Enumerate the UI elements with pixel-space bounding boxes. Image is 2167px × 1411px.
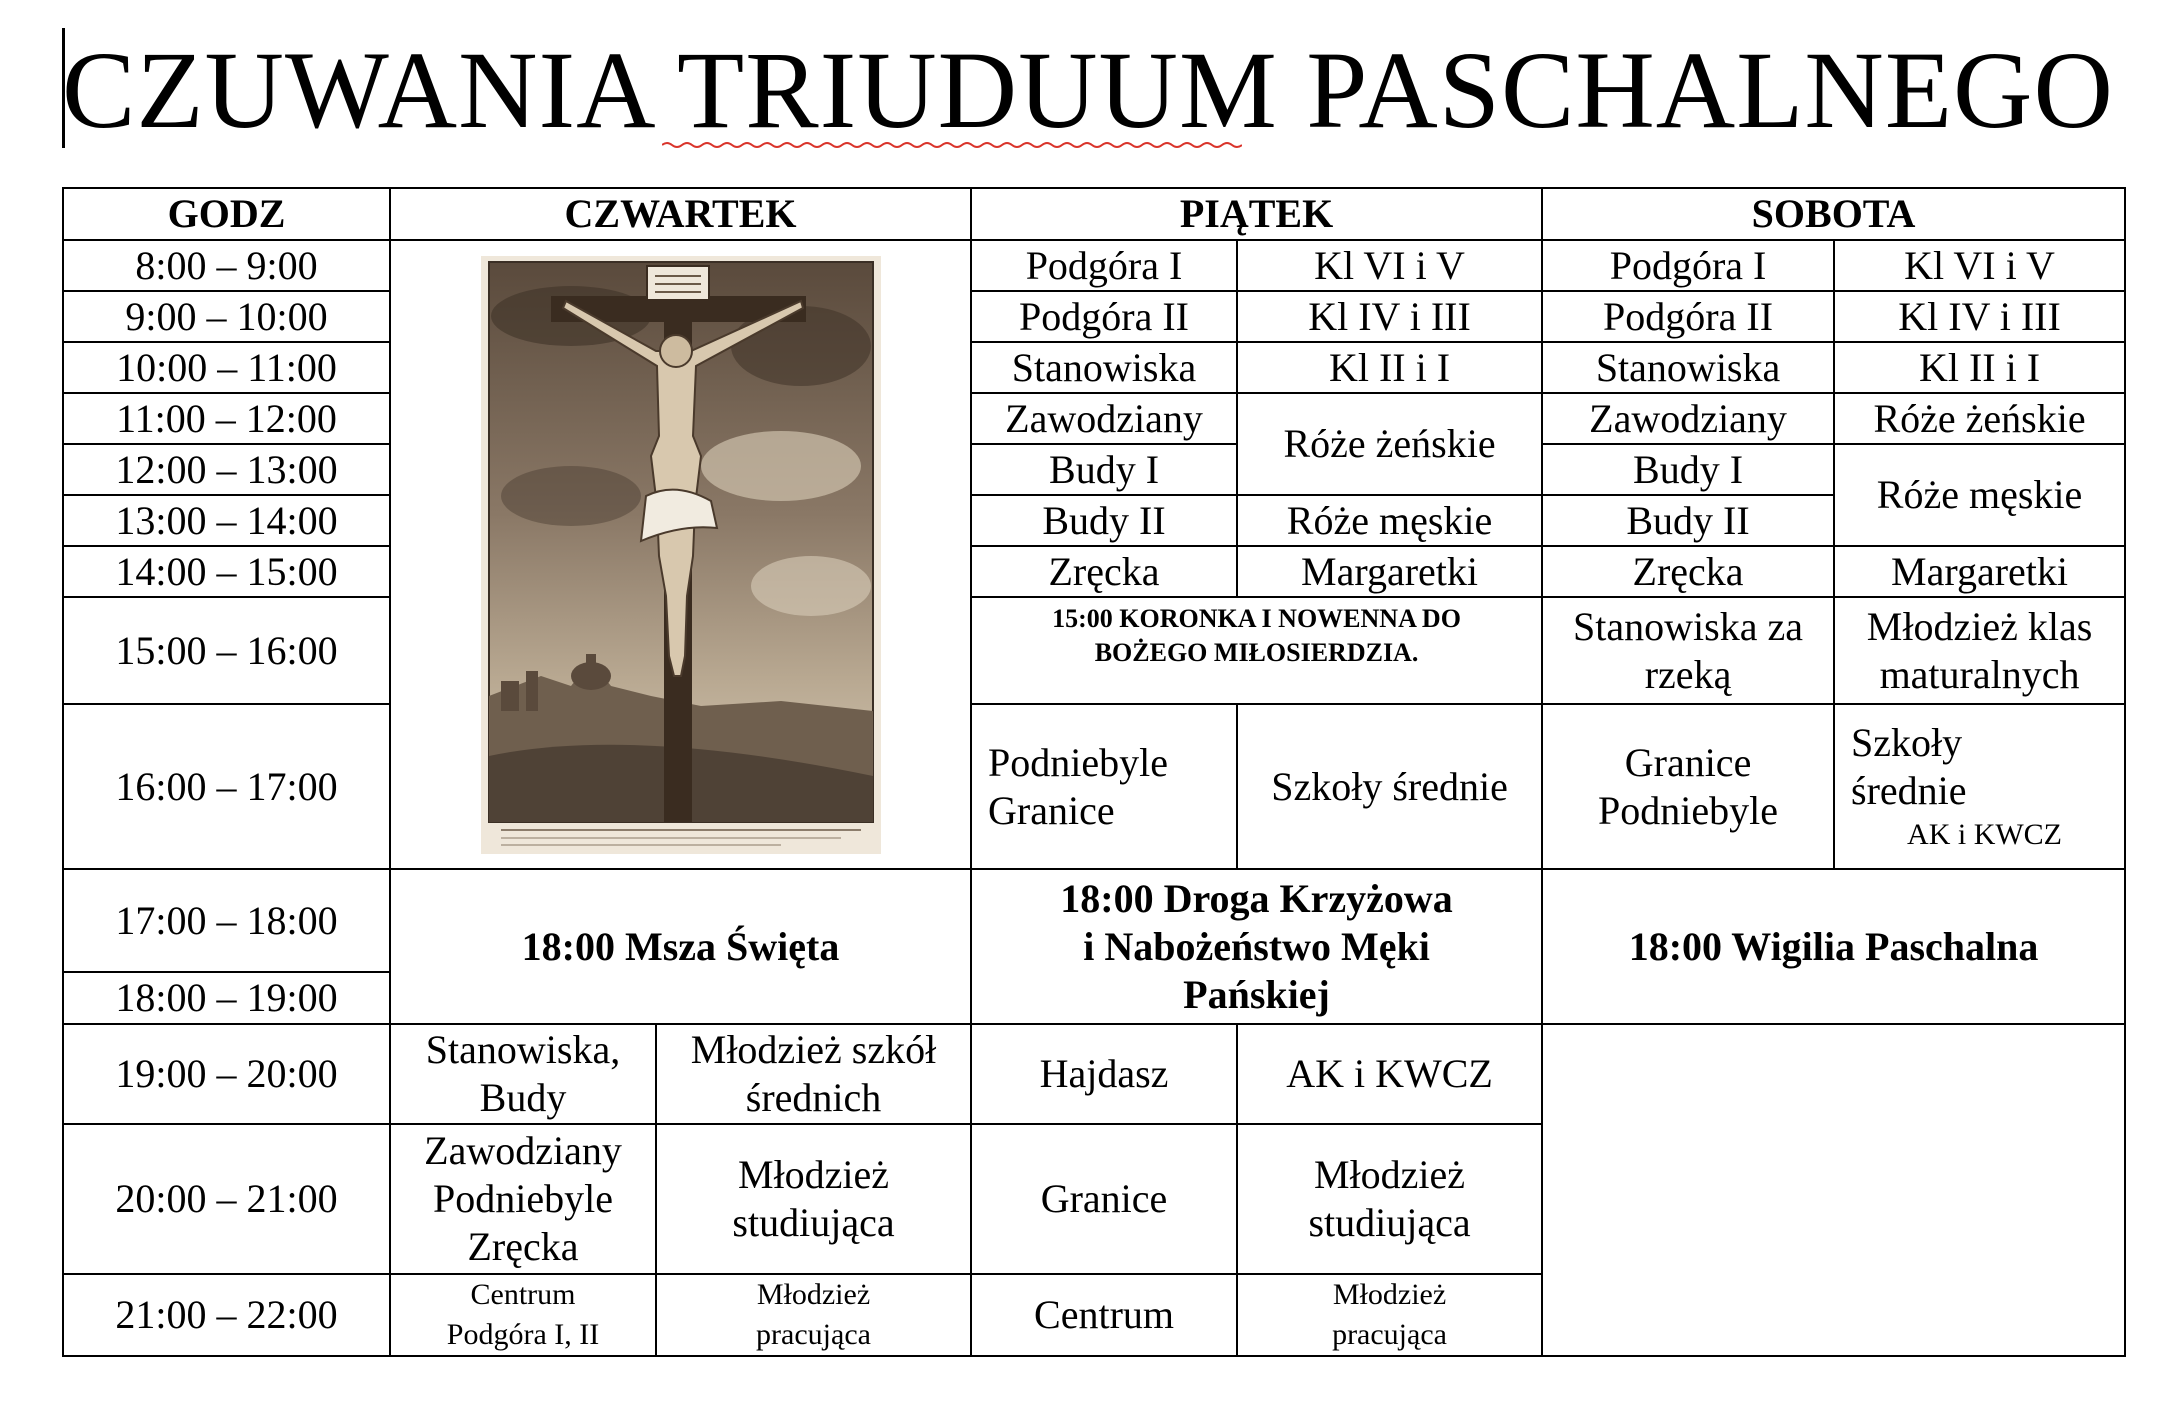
header-piatek[interactable]: PIĄTEK xyxy=(971,188,1542,240)
cell-line: 18:00 Droga Krzyżowa xyxy=(1060,875,1453,921)
czwartek-cell[interactable] xyxy=(656,1124,971,1274)
czwartek-image-cell[interactable] xyxy=(390,240,971,869)
piatek-cell[interactable]: Podgóra II xyxy=(971,291,1237,342)
cell-line: Stanowiska za xyxy=(1573,603,1803,649)
table-row xyxy=(63,869,2125,971)
cell-line: Zawodziany xyxy=(424,1127,622,1173)
msza-event-cell[interactable]: 18:00 Msza Święta xyxy=(390,869,971,1023)
cell-line: Podniebyle xyxy=(988,739,1168,785)
hour-cell[interactable]: 20:00 – 21:00 xyxy=(63,1124,390,1274)
sobota-cell[interactable] xyxy=(1834,704,2125,869)
cell-line: Budy xyxy=(479,1074,567,1120)
sobota-cell[interactable]: Róże męskie xyxy=(1834,444,2125,546)
cell-line: Młodzież xyxy=(756,1277,871,1311)
sobota-cell[interactable]: Budy I xyxy=(1542,444,1834,495)
cell-line: pracująca xyxy=(1332,1317,1447,1351)
cell-line: maturalnych xyxy=(1879,651,2080,697)
hour-cell[interactable]: 16:00 – 17:00 xyxy=(63,704,390,869)
cell-line: Zręcka xyxy=(467,1223,579,1269)
sobota-cell[interactable]: Kl VI i V xyxy=(1834,240,2125,291)
sobota-cell[interactable]: Kl IV i III xyxy=(1834,291,2125,342)
czwartek-cell[interactable] xyxy=(656,1274,971,1356)
sobota-cell[interactable]: Stanowiska xyxy=(1542,342,1834,393)
piatek-cell[interactable]: Podgóra I xyxy=(971,240,1237,291)
schedule-table xyxy=(62,187,2126,1357)
piatek-cell[interactable]: Budy II xyxy=(971,495,1237,546)
czwartek-cell[interactable] xyxy=(390,1024,656,1124)
cell-line: Centrum xyxy=(470,1277,576,1311)
table-row xyxy=(63,240,2125,291)
sobota-cell[interactable]: Budy II xyxy=(1542,495,1834,546)
cell-line: Młodzież klas xyxy=(1866,603,2093,649)
czwartek-cell[interactable] xyxy=(656,1024,971,1124)
hour-cell[interactable]: 8:00 – 9:00 xyxy=(63,240,390,291)
piatek-cell[interactable]: AK i KWCZ xyxy=(1237,1024,1542,1124)
cell-line: studiująca xyxy=(732,1199,895,1245)
cell-line: Młodzież xyxy=(737,1151,890,1197)
wigilia-event-cell[interactable]: 18:00 Wigilia Paschalna xyxy=(1542,869,2125,1023)
piatek-cell[interactable]: Róże żeńskie xyxy=(1237,393,1542,495)
cell-line: AK i KWCZ xyxy=(1907,817,2063,851)
hour-cell[interactable]: 10:00 – 11:00 xyxy=(63,342,390,393)
crucifixion-engraving-image xyxy=(481,256,881,854)
sobota-cell[interactable] xyxy=(1834,597,2125,704)
header-czwartek[interactable]: CZWARTEK xyxy=(390,188,971,240)
table-row xyxy=(63,342,2125,393)
sobota-empty-cell[interactable] xyxy=(1542,1024,2125,1356)
cell-line: średnich xyxy=(745,1074,882,1120)
table-row xyxy=(63,393,2125,444)
hour-cell[interactable]: 19:00 – 20:00 xyxy=(63,1024,390,1124)
piatek-cell[interactable]: Stanowiska xyxy=(971,342,1237,393)
cell-line: Szkoły xyxy=(1851,719,1963,765)
piatek-cell[interactable]: Zręcka xyxy=(971,546,1237,597)
hour-cell[interactable]: 11:00 – 12:00 xyxy=(63,393,390,444)
cell-line: pracująca xyxy=(756,1317,871,1351)
piatek-cell[interactable]: Margaretki xyxy=(1237,546,1542,597)
sobota-cell[interactable] xyxy=(1542,597,1834,704)
hour-cell[interactable]: 9:00 – 10:00 xyxy=(63,291,390,342)
hour-cell[interactable]: 12:00 – 13:00 xyxy=(63,444,390,495)
piatek-cell[interactable]: Szkoły średnie xyxy=(1237,704,1542,869)
piatek-cell[interactable]: Centrum xyxy=(971,1274,1237,1356)
sobota-cell[interactable] xyxy=(1542,704,1834,869)
cell-line: Podniebyle xyxy=(433,1175,613,1221)
hour-cell[interactable]: 15:00 – 16:00 xyxy=(63,597,390,704)
table-row xyxy=(63,495,2125,546)
cell-line: Pańskiej xyxy=(1183,971,1330,1017)
czwartek-cell[interactable] xyxy=(390,1124,656,1274)
sobota-cell[interactable]: Margaretki xyxy=(1834,546,2125,597)
czwartek-cell[interactable] xyxy=(390,1274,656,1356)
cell-line: Młodzież xyxy=(1313,1151,1466,1197)
header-godz[interactable]: GODZ xyxy=(63,188,390,240)
piatek-cell[interactable]: Kl IV i III xyxy=(1237,291,1542,342)
hour-cell[interactable]: 14:00 – 15:00 xyxy=(63,546,390,597)
table-row xyxy=(63,1024,2125,1124)
piatek-cell[interactable] xyxy=(1237,1124,1542,1274)
cell-line: Granice xyxy=(988,787,1115,833)
piatek-cell[interactable]: Hajdasz xyxy=(971,1024,1237,1124)
sobota-cell[interactable]: Zawodziany xyxy=(1542,393,1834,444)
table-row xyxy=(63,291,2125,342)
table-row xyxy=(63,546,2125,597)
cell-line: Granice xyxy=(1624,739,1752,785)
hour-cell[interactable]: 13:00 – 14:00 xyxy=(63,495,390,546)
header-sobota[interactable]: SOBOTA xyxy=(1542,188,2125,240)
piatek-cell[interactable]: Budy I xyxy=(971,444,1237,495)
page-title[interactable]: CZUWANIA TRIUDUUM PASCHALNEGO xyxy=(62,29,2114,151)
sobota-cell[interactable]: Podgóra I xyxy=(1542,240,1834,291)
cell-line: i Nabożeństwo Męki xyxy=(1083,923,1430,969)
sobota-cell[interactable]: Kl II i I xyxy=(1834,342,2125,393)
koronka-event-cell[interactable] xyxy=(971,597,1542,704)
sobota-cell[interactable]: Róże żeńskie xyxy=(1834,393,2125,444)
piatek-cell[interactable] xyxy=(1237,1274,1542,1356)
koronka-line: 15:00 KORONKA I NOWENNA DO xyxy=(1052,604,1461,634)
piatek-cell[interactable]: Róże męskie xyxy=(1237,495,1542,546)
table-row xyxy=(63,597,2125,704)
table-row xyxy=(63,444,2125,495)
cell-line: średnie xyxy=(1851,767,1967,813)
hour-cell[interactable]: 21:00 – 22:00 xyxy=(63,1274,390,1356)
cell-line: Stanowiska, xyxy=(425,1026,621,1072)
table-row xyxy=(63,704,2125,869)
cell-line: Młodzież szkół xyxy=(690,1026,937,1072)
sobota-cell[interactable]: Zręcka xyxy=(1542,546,1834,597)
cell-line: Podgóra I, II xyxy=(446,1317,600,1351)
piatek-cell[interactable]: Granice xyxy=(971,1124,1237,1274)
hour-cell[interactable]: 17:00 – 18:00 xyxy=(63,869,390,971)
piatek-cell[interactable]: Kl II i I xyxy=(1237,342,1542,393)
cell-line: Młodzież xyxy=(1332,1277,1447,1311)
piatek-cell[interactable]: Kl VI i V xyxy=(1237,240,1542,291)
cell-line: studiująca xyxy=(1308,1199,1471,1245)
piatek-cell[interactable] xyxy=(971,704,1237,869)
droga-event-cell[interactable] xyxy=(971,869,1542,1023)
hour-cell[interactable]: 18:00 – 19:00 xyxy=(63,972,390,1024)
koronka-line: BOŻEGO MIŁOSIERDZIA. xyxy=(1094,638,1419,668)
sobota-cell[interactable]: Podgóra II xyxy=(1542,291,1834,342)
spellcheck-underline xyxy=(662,141,1242,149)
piatek-cell[interactable]: Zawodziany xyxy=(971,393,1237,444)
header-row xyxy=(63,188,2125,240)
cell-line: rzeką xyxy=(1644,651,1732,697)
cell-line: Podniebyle xyxy=(1598,787,1779,833)
